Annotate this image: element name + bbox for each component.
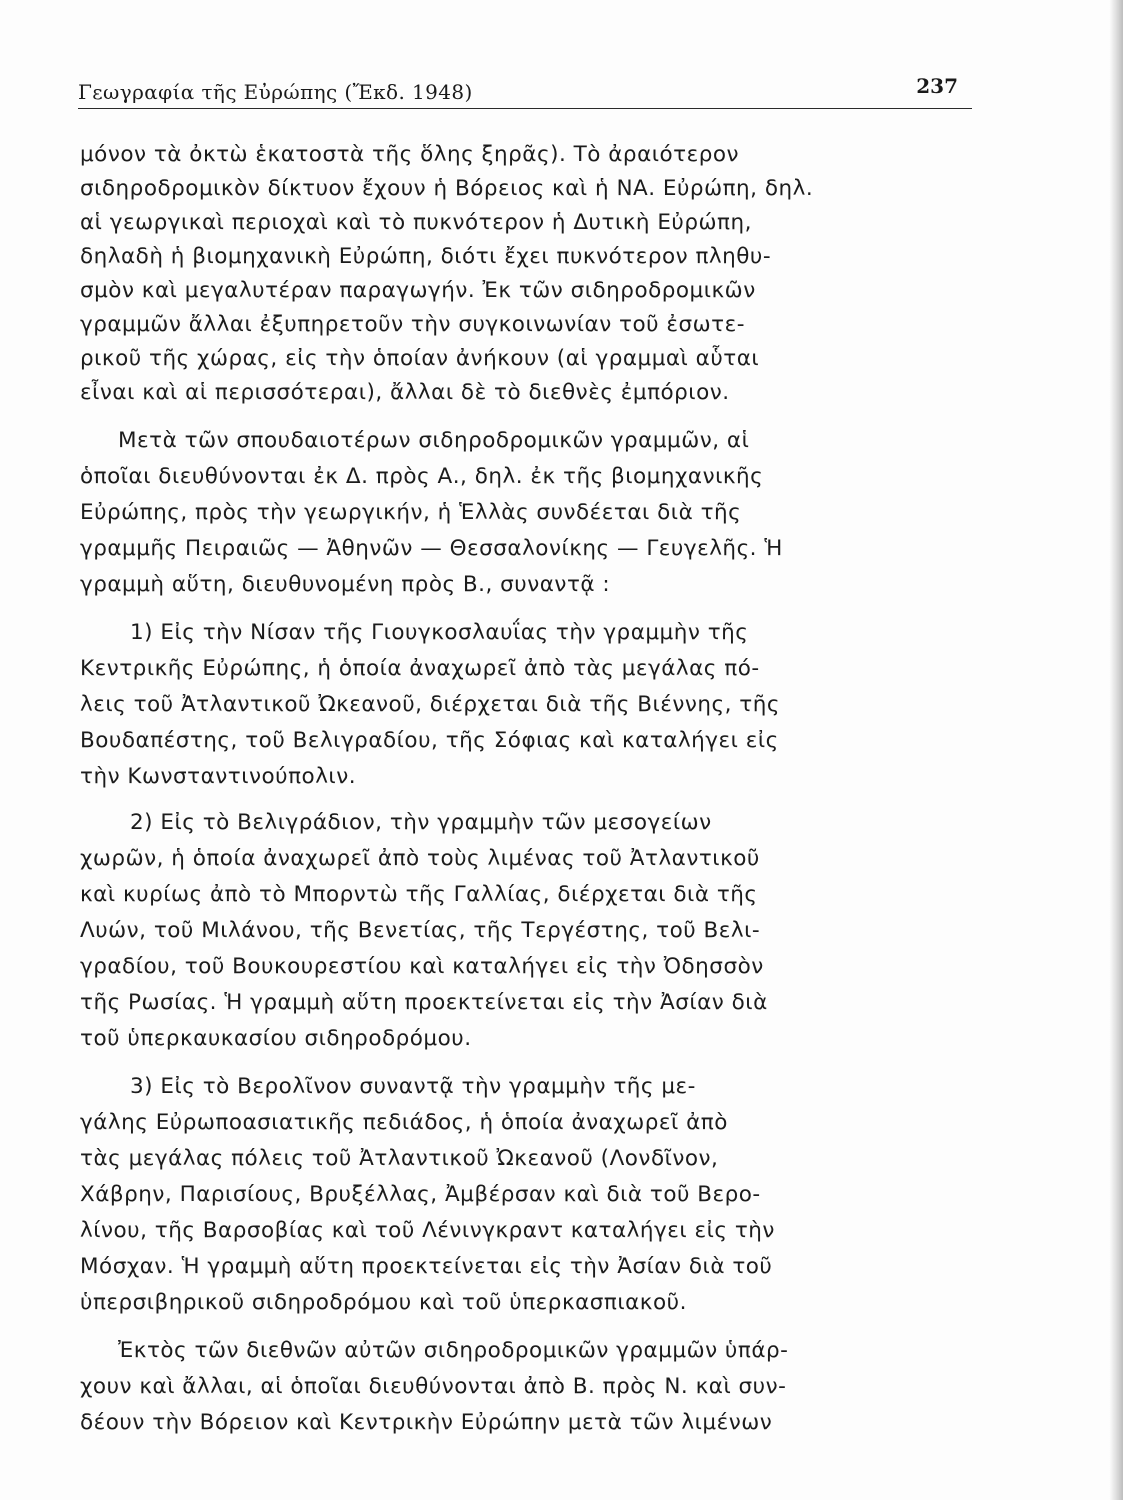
text-line: Λυών, τοῦ Μιλάνου, τῆς Βενετίας, τῆς Τεργέστης, τοῦ Βελι-	[80, 918, 761, 943]
page-edge-shadow	[1109, 0, 1123, 1500]
text-line: γάλης Εὐρωποασιατικῆς πεδιάδος, ἡ ὁποία ἀναχωρεῖ ἀπὸ	[80, 1110, 728, 1135]
text-line: Κεντρικῆς Εὐρώπης, ἡ ὁποία ἀναχωρεῖ ἀπὸ τὰς μεγάλας πό-	[80, 656, 760, 681]
text-line: γραμμῶν ἄλλαι ἐξυπηρετοῦν τὴν συγκοινωνίαν τοῦ ἐσωτε-	[80, 312, 745, 337]
text-line: ὑπερσιβηρικοῦ σιδηροδρόμου καὶ τοῦ ὑπερκασπιακοῦ.	[80, 1290, 687, 1315]
text-line: Βουδαπέστης, τοῦ Βελιγραδίου, τῆς Σόφιας καὶ καταλήγει εἰς	[80, 728, 779, 753]
text-line: χωρῶν, ἡ ὁποία ἀναχωρεῖ ἀπὸ τοὺς λιμένας τοῦ Ἀτλαντικοῦ	[80, 846, 760, 871]
text-line: γραμμὴ αὕτη, διευθυνομένη πρὸς Β., συναντᾷ :	[80, 572, 611, 597]
paragraph-start-line: Ἐκτὸς τῶν διεθνῶν αὐτῶν σιδηροδρομικῶν γραμμῶν ὑπάρ-	[118, 1338, 789, 1363]
text-line: μόνον τὰ ὀκτὼ ἑκατοστὰ τῆς ὅλης ξηρᾶς). Τὸ ἀραιότερον	[80, 142, 740, 167]
running-header	[78, 74, 970, 104]
paragraph-start-line: Μετὰ τῶν σπουδαιοτέρων σιδηροδρομικῶν γραμμῶν, αἱ	[118, 428, 750, 453]
text-line: Μόσχαν. Ἡ γραμμὴ αὕτη προεκτείνεται εἰς τὴν Ἀσίαν διὰ τοῦ	[80, 1254, 773, 1279]
text-line: λίνου, τῆς Βαρσοβίας καὶ τοῦ Λένινγκραντ καταλήγει εἰς τὴν	[80, 1218, 775, 1243]
text-line: Χάβρην, Παρισίους, Βρυξέλλας, Ἀμβέρσαν καὶ διὰ τοῦ Βερο-	[80, 1182, 761, 1207]
text-line: τὴν Κωνσταντινούπολιν.	[80, 764, 357, 789]
text-line: αἱ γεωργικαὶ περιοχαὶ καὶ τὸ πυκνότερον ἡ Δυτικὴ Εὐρώπη,	[80, 210, 752, 235]
text-line: Εὐρώπης, πρὸς τὴν γεωργικήν, ἡ Ἑλλὰς συνδέεται διὰ τῆς	[80, 500, 742, 525]
text-line: ρικοῦ τῆς χώρας, εἰς τὴν ὁποίαν ἀνήκουν (αἱ γραμμαὶ αὗται	[80, 346, 760, 371]
text-line: καὶ κυρίως ἀπὸ τὸ Μπορντὼ τῆς Γαλλίας, διέρχεται διὰ τῆς	[80, 882, 758, 907]
text-line: τοῦ ὑπερκαυκασίου σιδηροδρόμου.	[80, 1026, 472, 1051]
text-line: δηλαδὴ ἡ βιομηχανικὴ Εὐρώπη, διότι ἔχει πυκνότερον πληθυ-	[80, 244, 772, 269]
text-line: ὁποῖαι διευθύνονται ἐκ Δ. πρὸς Α., δηλ. ἐκ τῆς βιομηχανικῆς	[80, 464, 764, 489]
list-item-1-start: 1) Εἰς τὴν Νίσαν τῆς Γιουγκοσλαυΐας τὴν γραμμὴν τῆς	[130, 620, 749, 645]
text-line: σιδηροδρομικὸν δίκτυον ἔχουν ἡ Βόρειος καὶ ἡ ΝΑ. Εὐρώπη, δηλ.	[80, 176, 814, 201]
text-line: σμὸν καὶ μεγαλυτέραν παραγωγήν. Ἐκ τῶν σιδηροδρομικῶν	[80, 278, 756, 303]
list-item-2-start: 2) Εἰς τὸ Βελιγράδιον, τὴν γραμμὴν τῶν μεσογείων	[130, 810, 712, 835]
page-number: 237	[916, 74, 958, 98]
header-rule	[78, 108, 972, 109]
text-line: τῆς Ρωσίας. Ἡ γραμμὴ αὕτη προεκτείνεται εἰς τὴν Ἀσίαν διὰ	[80, 990, 768, 1015]
list-item-3-start: 3) Εἰς τὸ Βερολῖνον συναντᾷ τὴν γραμμὴν τῆς με-	[130, 1074, 696, 1099]
text-line: λεις τοῦ Ἀτλαντικοῦ Ὠκεανοῦ, διέρχεται διὰ τῆς Βιέννης, τῆς	[80, 692, 780, 717]
header-title: Γεωγραφία τῆς Εὐρώπης (Ἔκδ. 1948)	[78, 80, 473, 104]
text-line: δέουν τὴν Βόρειον καὶ Κεντρικὴν Εὐρώπην μετὰ τῶν λιμένων	[80, 1410, 773, 1435]
text-line: γραμμῆς Πειραιῶς — Ἀθηνῶν — Θεσσαλονίκης — Γευγελῆς. Ἡ	[80, 536, 783, 561]
text-line: τὰς μεγάλας πόλεις τοῦ Ἀτλαντικοῦ Ὠκεανοῦ (Λονδῖνον,	[80, 1146, 719, 1171]
text-line: εἶναι καὶ αἱ περισσότεραι), ἄλλαι δὲ τὸ διεθνὲς ἐμπόριον.	[80, 380, 730, 405]
text-line: γραδίου, τοῦ Βουκουρεστίου καὶ καταλήγει εἰς τὴν Ὀδησσὸν	[80, 954, 764, 979]
text-line: χουν καὶ ἄλλαι, αἱ ὁποῖαι διευθύνονται ἀπὸ Β. πρὸς Ν. καὶ συν-	[80, 1374, 787, 1399]
